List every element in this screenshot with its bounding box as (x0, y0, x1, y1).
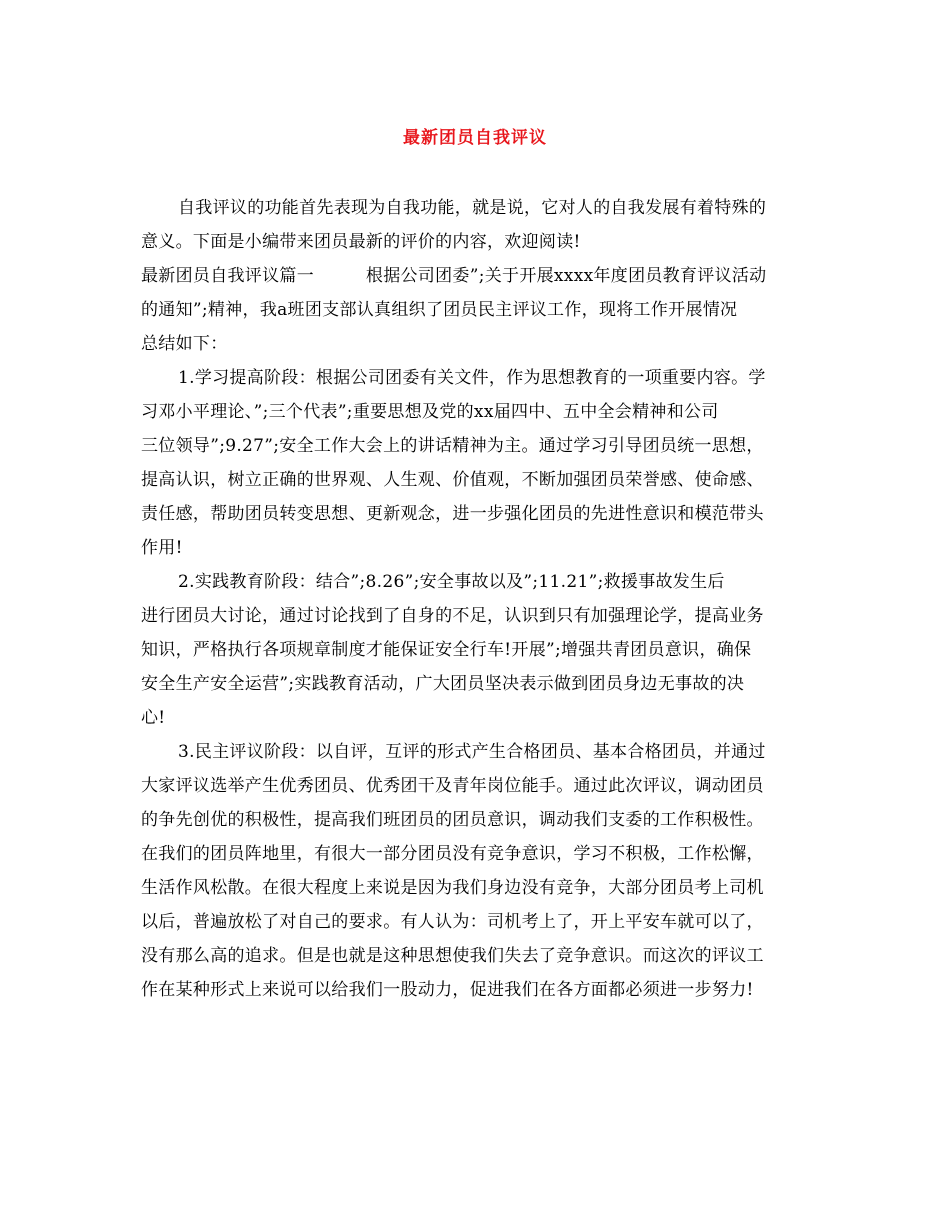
paragraph-line: 三位领导”;9.27”;安全工作大会上的讲话精神为主。通过学习引导团员统一思想， (141, 436, 764, 456)
paragraph-line: 习邓小平理论、”;三个代表”;重要思想及党的xx届四中、五中全会精神和公司 (141, 402, 719, 422)
paragraph-line: 提高认识，树立正确的世界观、人生观、价值观，不断加强团员荣誉感、使命感、 (141, 470, 764, 490)
paragraph-line: 作用! (141, 538, 183, 558)
paragraph-line: 的通知”;精神，我a班团支部认真组织了团员民主评议工作，现将工作开展情况 (141, 300, 738, 320)
paragraph-line: 大家评议选举产生优秀团员、优秀团干及青年岗位能手。通过此次评议，调动团员 (141, 776, 764, 796)
paragraph-line: 以后，普遍放松了对自己的要求。有人认为：司机考上了，开上平安车就可以了， (141, 912, 764, 932)
paragraph-line: 意义。下面是小编带来团员最新的评价的内容，欢迎阅读! (141, 232, 581, 252)
paragraph-line: 3.民主评议阶段：以自评，互评的形式产生合格团员、基本合格团员，并通过 (178, 742, 766, 762)
paragraph-line: 生活作风松散。在很大程度上来说是因为我们身边没有竞争，大部分团员考上司机 (141, 878, 764, 898)
paragraph-line: 知识，严格执行各项规章制度才能保证安全行车!开展”;增强共青团员意识，确保 (141, 640, 752, 660)
paragraph-line: 进行团员大讨论，通过讨论找到了自身的不足，认识到只有加强理论学，提高业务 (141, 606, 764, 626)
paragraph-line: 最新团员自我评议篇一 根据公司团委”;关于开展xxxx年度团员教育评议活动 (141, 266, 767, 286)
document-title: 最新团员自我评议 (403, 128, 547, 148)
paragraph-line: 作在某种形式上来说可以给我们一股动力，促进我们在各方面都必须进一步努力! (141, 980, 754, 1000)
paragraph-line: 自我评议的功能首先表现为自我功能，就是说，它对人的自我发展有着特殊的 (178, 198, 767, 218)
paragraph-line: 总结如下： (141, 334, 228, 354)
paragraph-line: 1.学习提高阶段：根据公司团委有关文件，作为思想教育的一项重要内容。学 (178, 368, 766, 388)
paragraph-line: 安全生产安全运营”;实践教育活动，广大团员坚决表示做到团员身边无事故的决 (141, 674, 745, 694)
paragraph-line: 心! (141, 708, 166, 728)
paragraph-line: 的争先创优的积极性，提高我们班团员的团员意识，调动我们支委的工作积极性。 (141, 810, 764, 830)
paragraph-line: 在我们的团员阵地里，有很大一部分团员没有竞争意识，学习不积极，工作松懈， (141, 844, 764, 864)
paragraph-line: 没有那么高的追求。但是也就是这种思想使我们失去了竞争意识。而这次的评议工 (141, 946, 764, 966)
paragraph-line: 2.实践教育阶段：结合”;8.26”;安全事故以及”;11.21”;救援事故发生后 (178, 572, 725, 592)
paragraph-line: 责任感，帮助团员转变思想、更新观念，进一步强化团员的先进性意识和模范带头 (141, 504, 764, 524)
